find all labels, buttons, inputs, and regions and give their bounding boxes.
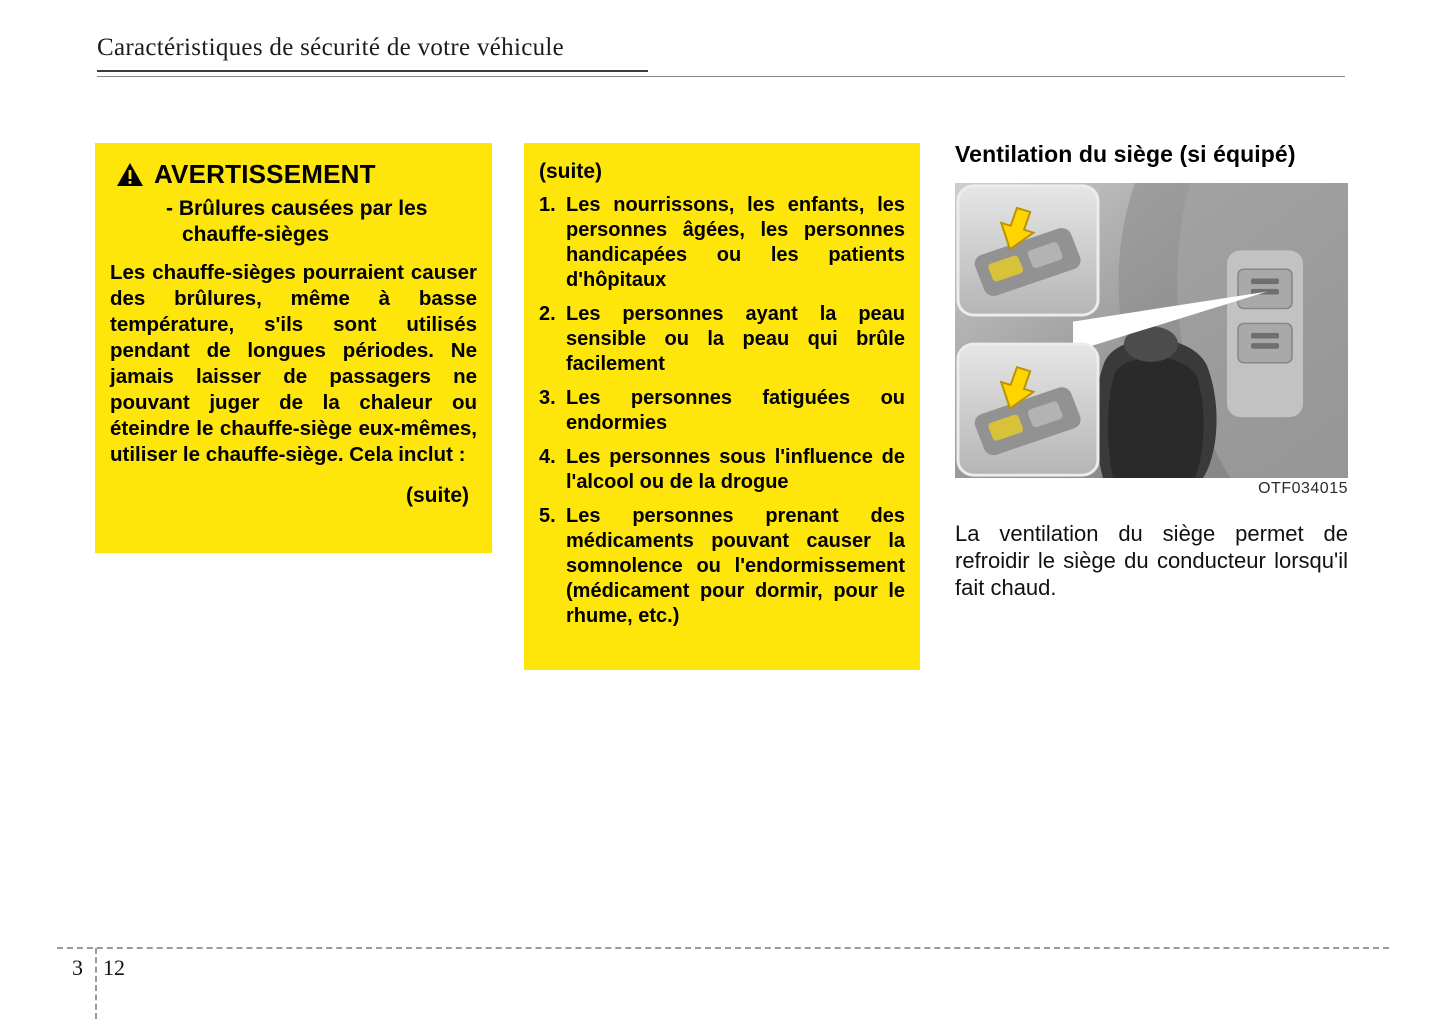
chapter-number: 3 [72, 955, 83, 980]
image-caption: OTF034015 [1258, 480, 1348, 497]
section-heading: Ventilation du siège (si équipé) [955, 141, 1296, 167]
console-illustration [955, 183, 1348, 478]
footer-dashed-divider [95, 948, 97, 1019]
list-item [539, 302, 905, 377]
list-item-text: Les nourrissons, les enfants, les personnes âgées, les personnes handicapées ou les patients d'hôpitaux [566, 194, 905, 291]
list-item-number: 4. [539, 446, 556, 468]
list-item [539, 193, 905, 293]
seat-vent-button [1238, 269, 1292, 308]
warning-title: AVERTISSEMENT [154, 159, 376, 189]
inset-photo-bottom [958, 344, 1098, 475]
list-item-number: 2. [539, 303, 556, 325]
header-rule [97, 76, 1345, 77]
list-item-text: Les personnes prenant des médicaments pouvant causer la somnolence ou l'endormissement (médicament pour dormir, pour le rhume, etc.) [566, 505, 905, 627]
warning-continuation-box [524, 143, 920, 670]
page-number: 12 [103, 955, 125, 980]
list-item-number: 1. [539, 194, 556, 216]
list-item-text: Les personnes ayant la peau sensible ou la peau qui brûle facilement [566, 303, 905, 375]
suite-label: (suite) [539, 160, 602, 183]
warning-continuation: (suite) [406, 484, 469, 507]
list-item-number: 3. [539, 387, 556, 409]
footer-dashed-rule [57, 947, 1389, 949]
warning-title-row [116, 159, 477, 190]
list-item-number: 5. [539, 505, 556, 527]
console-photo [955, 183, 1348, 478]
warning-subtitle: - Brûlures causées par les chauffe-sièges [166, 197, 428, 246]
warning-box [95, 143, 492, 553]
list-item [539, 445, 905, 495]
list-item [539, 504, 905, 629]
warning-triangle-icon [116, 162, 144, 187]
header-underline [97, 70, 648, 72]
inset-photo-top [958, 186, 1098, 315]
list-item [539, 386, 905, 436]
list-item-text: Les personnes fatiguées ou endormies [566, 387, 905, 434]
warning-body: Les chauffe-sièges pourraient causer des brûlures, même à basse température, s'ils sont utilisés pendant de longues périodes. Ne jamais laisser de passagers ne pouvant juger de la chaleur ou éteindre le chauffe-siège eux-mêmes, utiliser le chauffe-siège. Cela inclut : [110, 261, 477, 466]
section-body: La ventilation du siège permet de refroidir le siège du conducteur lorsqu'il fait chaud. [955, 521, 1348, 600]
page-title: Caractéristiques de sécurité de votre véhicule [97, 34, 565, 61]
list-item-text: Les personnes sous l'influence de l'alcool ou de la drogue [566, 446, 905, 493]
